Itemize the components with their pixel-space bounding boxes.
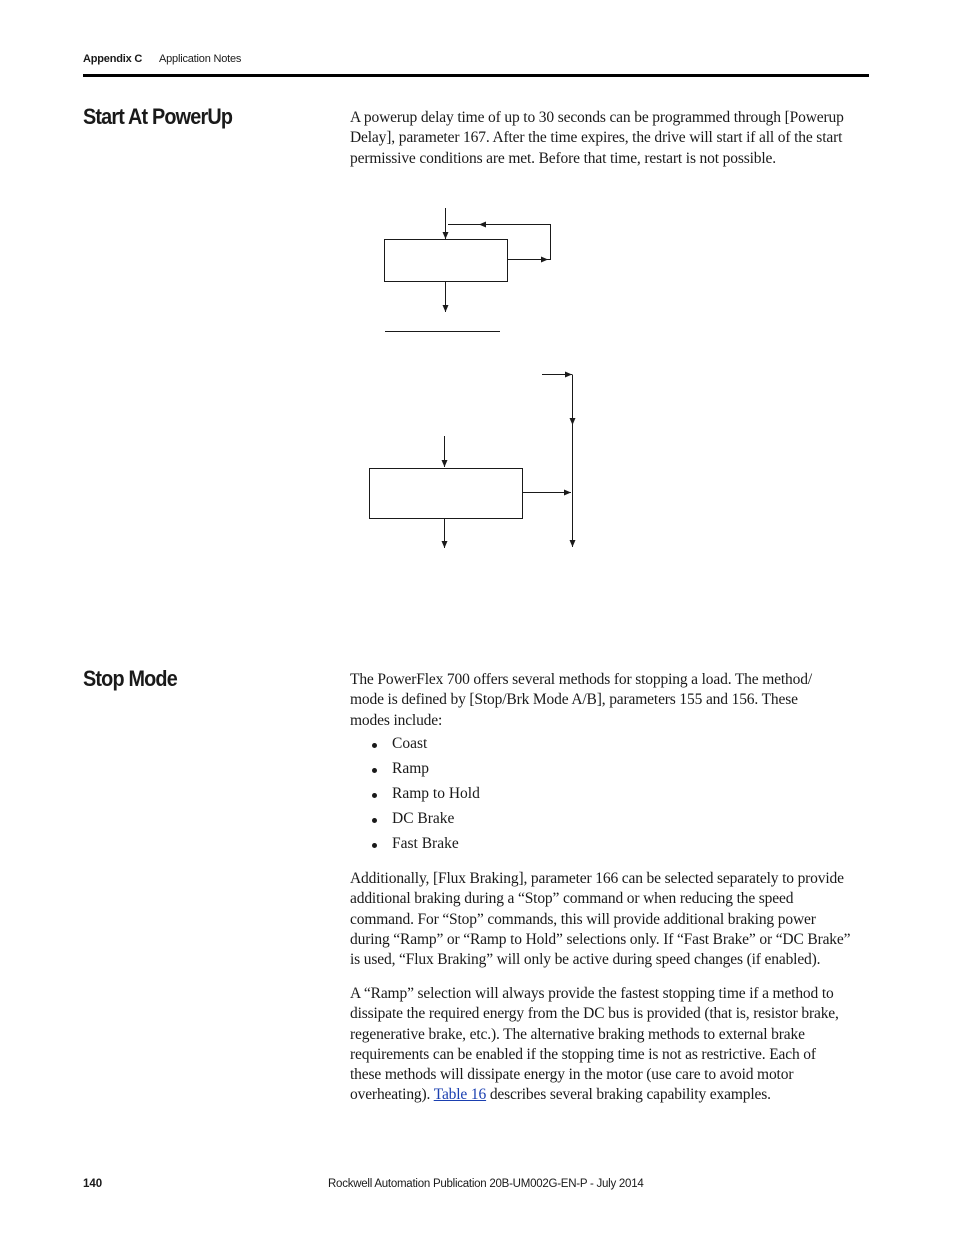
list-item <box>350 784 480 809</box>
paragraph-line: command. For “Stop” commands, this will provide additional braking power <box>350 910 816 928</box>
paragraph-line: modes include: <box>350 711 443 729</box>
powerup-flow-diagram <box>0 0 954 600</box>
paragraph-line: A “Ramp” selection will always provide the fastest stopping time if a method to <box>350 985 834 1002</box>
paragraph-line <box>350 1085 870 1105</box>
bullet-icon <box>372 743 377 748</box>
mode-label: Coast <box>392 735 428 752</box>
bullet-icon <box>372 793 377 798</box>
bullet-icon <box>372 843 377 848</box>
header-section-title: Application Notes <box>159 53 242 65</box>
appendix-label: Appendix C <box>83 53 143 65</box>
upper-process-box <box>385 240 508 282</box>
list-item <box>350 834 480 859</box>
list-item <box>350 759 480 784</box>
upper-feedback-loop <box>448 225 551 260</box>
paragraph-line: The PowerFlex 700 offers several methods for stopping a load. The method/ <box>350 671 812 688</box>
paragraph-line: Additionally, [Flux Braking], parameter 166 can be selected separately to provide <box>350 870 844 887</box>
stop-modes-list <box>350 734 480 859</box>
paragraph-line: is used, “Flux Braking” will only be active during speed changes (if enabled). <box>350 951 821 969</box>
mode-label: Ramp to Hold <box>392 785 480 802</box>
paragraph-line: A powerup delay time of up to 30 seconds can be programmed through [Powerup <box>350 109 844 126</box>
paragraph-line: requirements can be enabled if the stopping time is not as restrictive. Each of <box>350 1045 816 1063</box>
paragraph-line: regenerative brake, etc.). The alternative braking methods to external brake <box>350 1025 805 1043</box>
paragraph-line: mode is defined by [Stop/Brk Mode A/B], parameters 155 and 156. These <box>350 691 798 709</box>
paragraph-line: permissive conditions are met. Before that time, restart is not possible. <box>350 149 776 167</box>
line-suffix: describes several braking capability examples. <box>486 1086 771 1104</box>
stop-mode-intro <box>350 670 870 731</box>
publication-info: Rockwell Automation Publication 20B-UM002G-EN-P - July 2014 <box>328 1178 644 1190</box>
list-item <box>350 809 480 834</box>
paragraph-line: during “Ramp” or “Ramp to Hold” selections only. If “Fast Brake” or “DC Brake” <box>350 930 851 948</box>
mode-label: Ramp <box>392 760 430 777</box>
list-item <box>350 734 480 759</box>
ramp-selection-paragraph <box>350 984 870 1106</box>
paragraph-line: Delay], parameter 167. After the time expires, the drive will start if all of the start <box>350 129 843 147</box>
page-number: 140 <box>83 1178 103 1190</box>
flux-braking-paragraph <box>350 869 870 970</box>
lower-process-box <box>370 469 523 519</box>
line-prefix: overheating). <box>350 1086 434 1104</box>
mode-label: DC Brake <box>392 810 455 827</box>
paragraph-line: these methods will dissipate energy in the motor (use care to avoid motor <box>350 1066 794 1084</box>
table-16-link[interactable]: Table 16 <box>433 1086 487 1104</box>
bullet-icon <box>372 768 377 773</box>
bullet-icon <box>372 818 377 823</box>
mode-label: Fast Brake <box>392 835 459 852</box>
paragraph-line: dissipate the required energy from the DC bus is provided (that is, resistor brake, <box>350 1005 839 1023</box>
start-at-powerup-heading: Start At PowerUp <box>83 104 233 129</box>
stop-mode-heading: Stop Mode <box>83 666 177 691</box>
paragraph-line: additional braking during a “Stop” command or when reducing the speed <box>350 890 794 908</box>
